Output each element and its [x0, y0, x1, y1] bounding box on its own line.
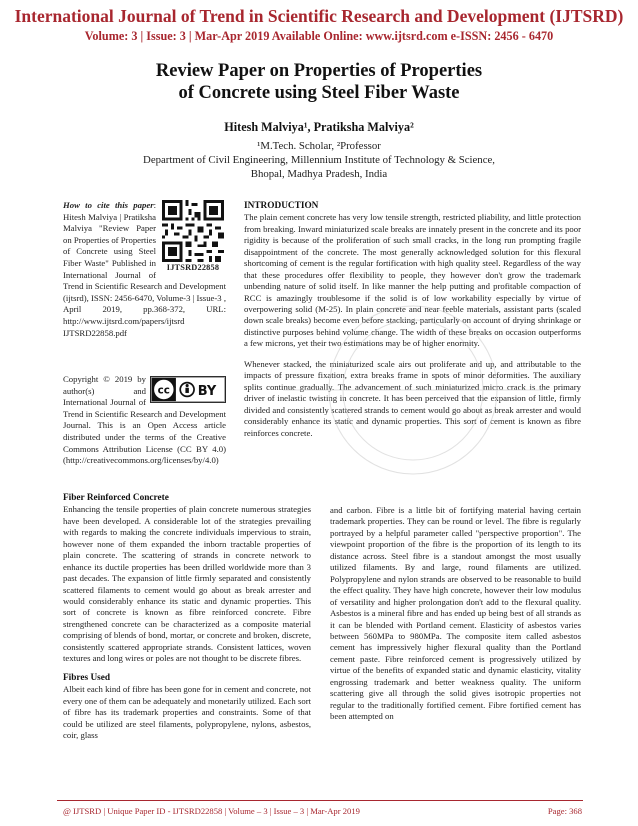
creative-commons-by-badge[interactable]: [150, 376, 226, 403]
affiliation: [60, 139, 578, 181]
paper-title: [60, 60, 578, 104]
license-block: [63, 374, 226, 467]
paper-title-line-1: Review Paper on Properties of Properties: [155, 61, 483, 81]
footer-info: @ IJTSRD | Unique Paper ID - IJTSRD22858 | Volume – 3 | Issue – 3 | Mar-Apr 2019: [63, 806, 360, 816]
paper-id: IJTSRD22858: [166, 263, 220, 272]
introduction-paragraph-1: The plain cement concrete has very low tensile strength, restricted pliability, and little protection from breaking. Inward miniaturized scale breaks are innately present in the concrete and its poor rigidity is because of the proliferation of such small cracks, in the long run prompting fragile disappointment of the concrete. The most generally acknowledged solution for this flexural shortcoming of cement is the regular fortification with high quality steel. Regardless of the way that these procedures offer flexibility to people, they however don't grow the trademark unbending nature of solid itself. In like manner the help putting and profitable compaction of RCC is amazingly troublesome if the solid is of low workability especially by virtue of overpowering solid (M-25). In plain concrete and near feeble materials, assistant parts (scaled down scale breaks) become even before stacking, particularly on account of drying shrinkage or distinctive purposes behind volume change. The width of these breaks on occasion outperforms a few microns, yet their two estimations may be of higher enormity.: [244, 212, 581, 349]
citation-block: [63, 200, 226, 339]
left-column: [63, 493, 311, 741]
citation-text[interactable]: : Hitesh Malviya | Pratiksha Malviya "Review Paper on Properties of Properties of Concrete using Steel Fiber Waste" Published in International Journal of Trend in Scientific Research and Development (ijtsrd), ISSN: 2456-6470, Volume-3 | Issue-3 , April 2019, pp.368-372, URL: http://www.ijtsrd.com/papers/ijtsrd IJTSRD22858.pdf: [63, 200, 226, 338]
footer-divider: [57, 800, 583, 801]
fiber-reinforced-concrete-heading: Fiber Reinforced Concrete: [63, 493, 169, 503]
affiliation-location: Bhopal, Madhya Pradesh, India: [250, 168, 388, 180]
authors: Hitesh Malviya¹, Pratiksha Malviya²: [224, 120, 414, 134]
introduction-paragraph-2: Whenever stacked, the miniaturized scale airs out proliferate and up, and attributable to the impacts of pressure fixation, extra breaks frame in spots of minor deformities. The auxiliary splits continue gradually. The advancement of such miniaturized micro crack is the primary driver of inelastic twisting in concrete. It has been perceived that the expansion of little, firmly divided and consistently scattered strands to cement would go about as break arrester and would considerably enhance its static and dynamic properties. This sort of cement is known as fibre reinforces concrete.: [244, 358, 581, 438]
affiliation-roles: ¹M.Tech. Scholar, ²Professor: [257, 140, 381, 152]
license-text: Copyright © 2019 by author(s) and International Journal of Trend in Scientific Research and Development Journal. This is an Open Access article distributed under the terms of the Creative Commons Attribution License (CC BY 4.0) (http://creativecommons.org/licenses/by/4.0): [63, 374, 226, 466]
citation-lead: How to cite this paper: [63, 200, 154, 210]
cc-by-label: BY: [197, 384, 217, 400]
journal-info: Volume: 3 | Issue: 3 | Mar-Apr 2019 Available Online: www.ijtsrd.com e-ISSN: 2456 - 6470: [84, 29, 554, 43]
introduction-section: [244, 201, 581, 439]
qr-code: [160, 200, 226, 274]
journal-title: International Journal of Trend in Scientific Research and Development (IJTSRD): [14, 6, 624, 26]
qr-code-icon: [162, 200, 224, 262]
cc-mark: cc: [157, 384, 170, 397]
affiliation-department: Department of Civil Engineering, Millennium Institute of Technology & Science,: [143, 154, 495, 166]
fiber-reinforced-concrete-paragraph: Enhancing the tensile properties of plain concrete numerous strategies have been developed. A considerable lot of the strategies prevailing with regards to making the concrete individuals impervious to strain, however none of them expanded the inborn tractable properties of plain concrete. The scattering of strands in concrete network to enhance its ductile properties has been drilled worldwide more than 3 past decades. The expansion of little firmly separated and consistently scattered filaments to cement would go about as break arrester and would considerably enhance its static and dynamic properties. This sort of concrete is known as fibre reinforced concrete. Fibre strengthened concrete can be characterized as a composite material comprising of blends of bond, mortar, or concrete and broken, discrete, consistently scattered appropriate strands. Consistent lattices, woven textures and long wires or poles are not thought to be discrete fibres.: [63, 504, 311, 664]
fibres-used-heading: Fibres Used: [63, 672, 111, 683]
right-column-paragraph: and carbon. Fibre is a little bit of fortifying material having certain trademark properties. They can be round or level. The fibre is regularly portrayed by a helpful parameter called "perspective proportion". The viewpoint proportion of the fibre is the proportion of its length to its distance across. Steel fibre is a standout amongst the most usually utilized filaments. By and large, round filaments are utilized. Polypropylene and nylon strands are observed to be reasonable to build the effect quality. They have high concrete, however their low modulus of versatility and higher prolongation don't add to the flexural quality. Asbestos is a mineral fibre and has ended up being best of all strands as it can be blended with Portland cement. Elasticity of asbestos varies between 560MPa to 980MPa. The composite item called asbestos cement has impressively higher flexural quality than the Portland cement paste. Fibre reinforced cement is progressively utilized by virtue of the benefits of expanded static and dynamic elasticity, vitality engrossing trademark and better weakness quality. The uniform scattering give all through the solid gives isotropic properties not regular to the traditionally fortified cement. Fibre fortified cement has been attempted on: [330, 505, 581, 722]
person-icon: [186, 384, 189, 387]
page-number: Page: 368: [547, 806, 582, 816]
fibres-used-paragraph: Albeit each kind of fibre has been gone for in cement and concrete, not every one of them can be adequately and monetarily utilized. Each sort of fibre has its trademark properties and constraints. Some of that could be utilized are steel filaments, polypropylene, nylons, asbestos, coir, glass: [63, 684, 311, 740]
introduction-heading: INTRODUCTION: [244, 201, 319, 211]
paper-title-line-2: of Concrete using Steel Fiber Waste: [178, 83, 460, 103]
right-column: [330, 505, 581, 723]
